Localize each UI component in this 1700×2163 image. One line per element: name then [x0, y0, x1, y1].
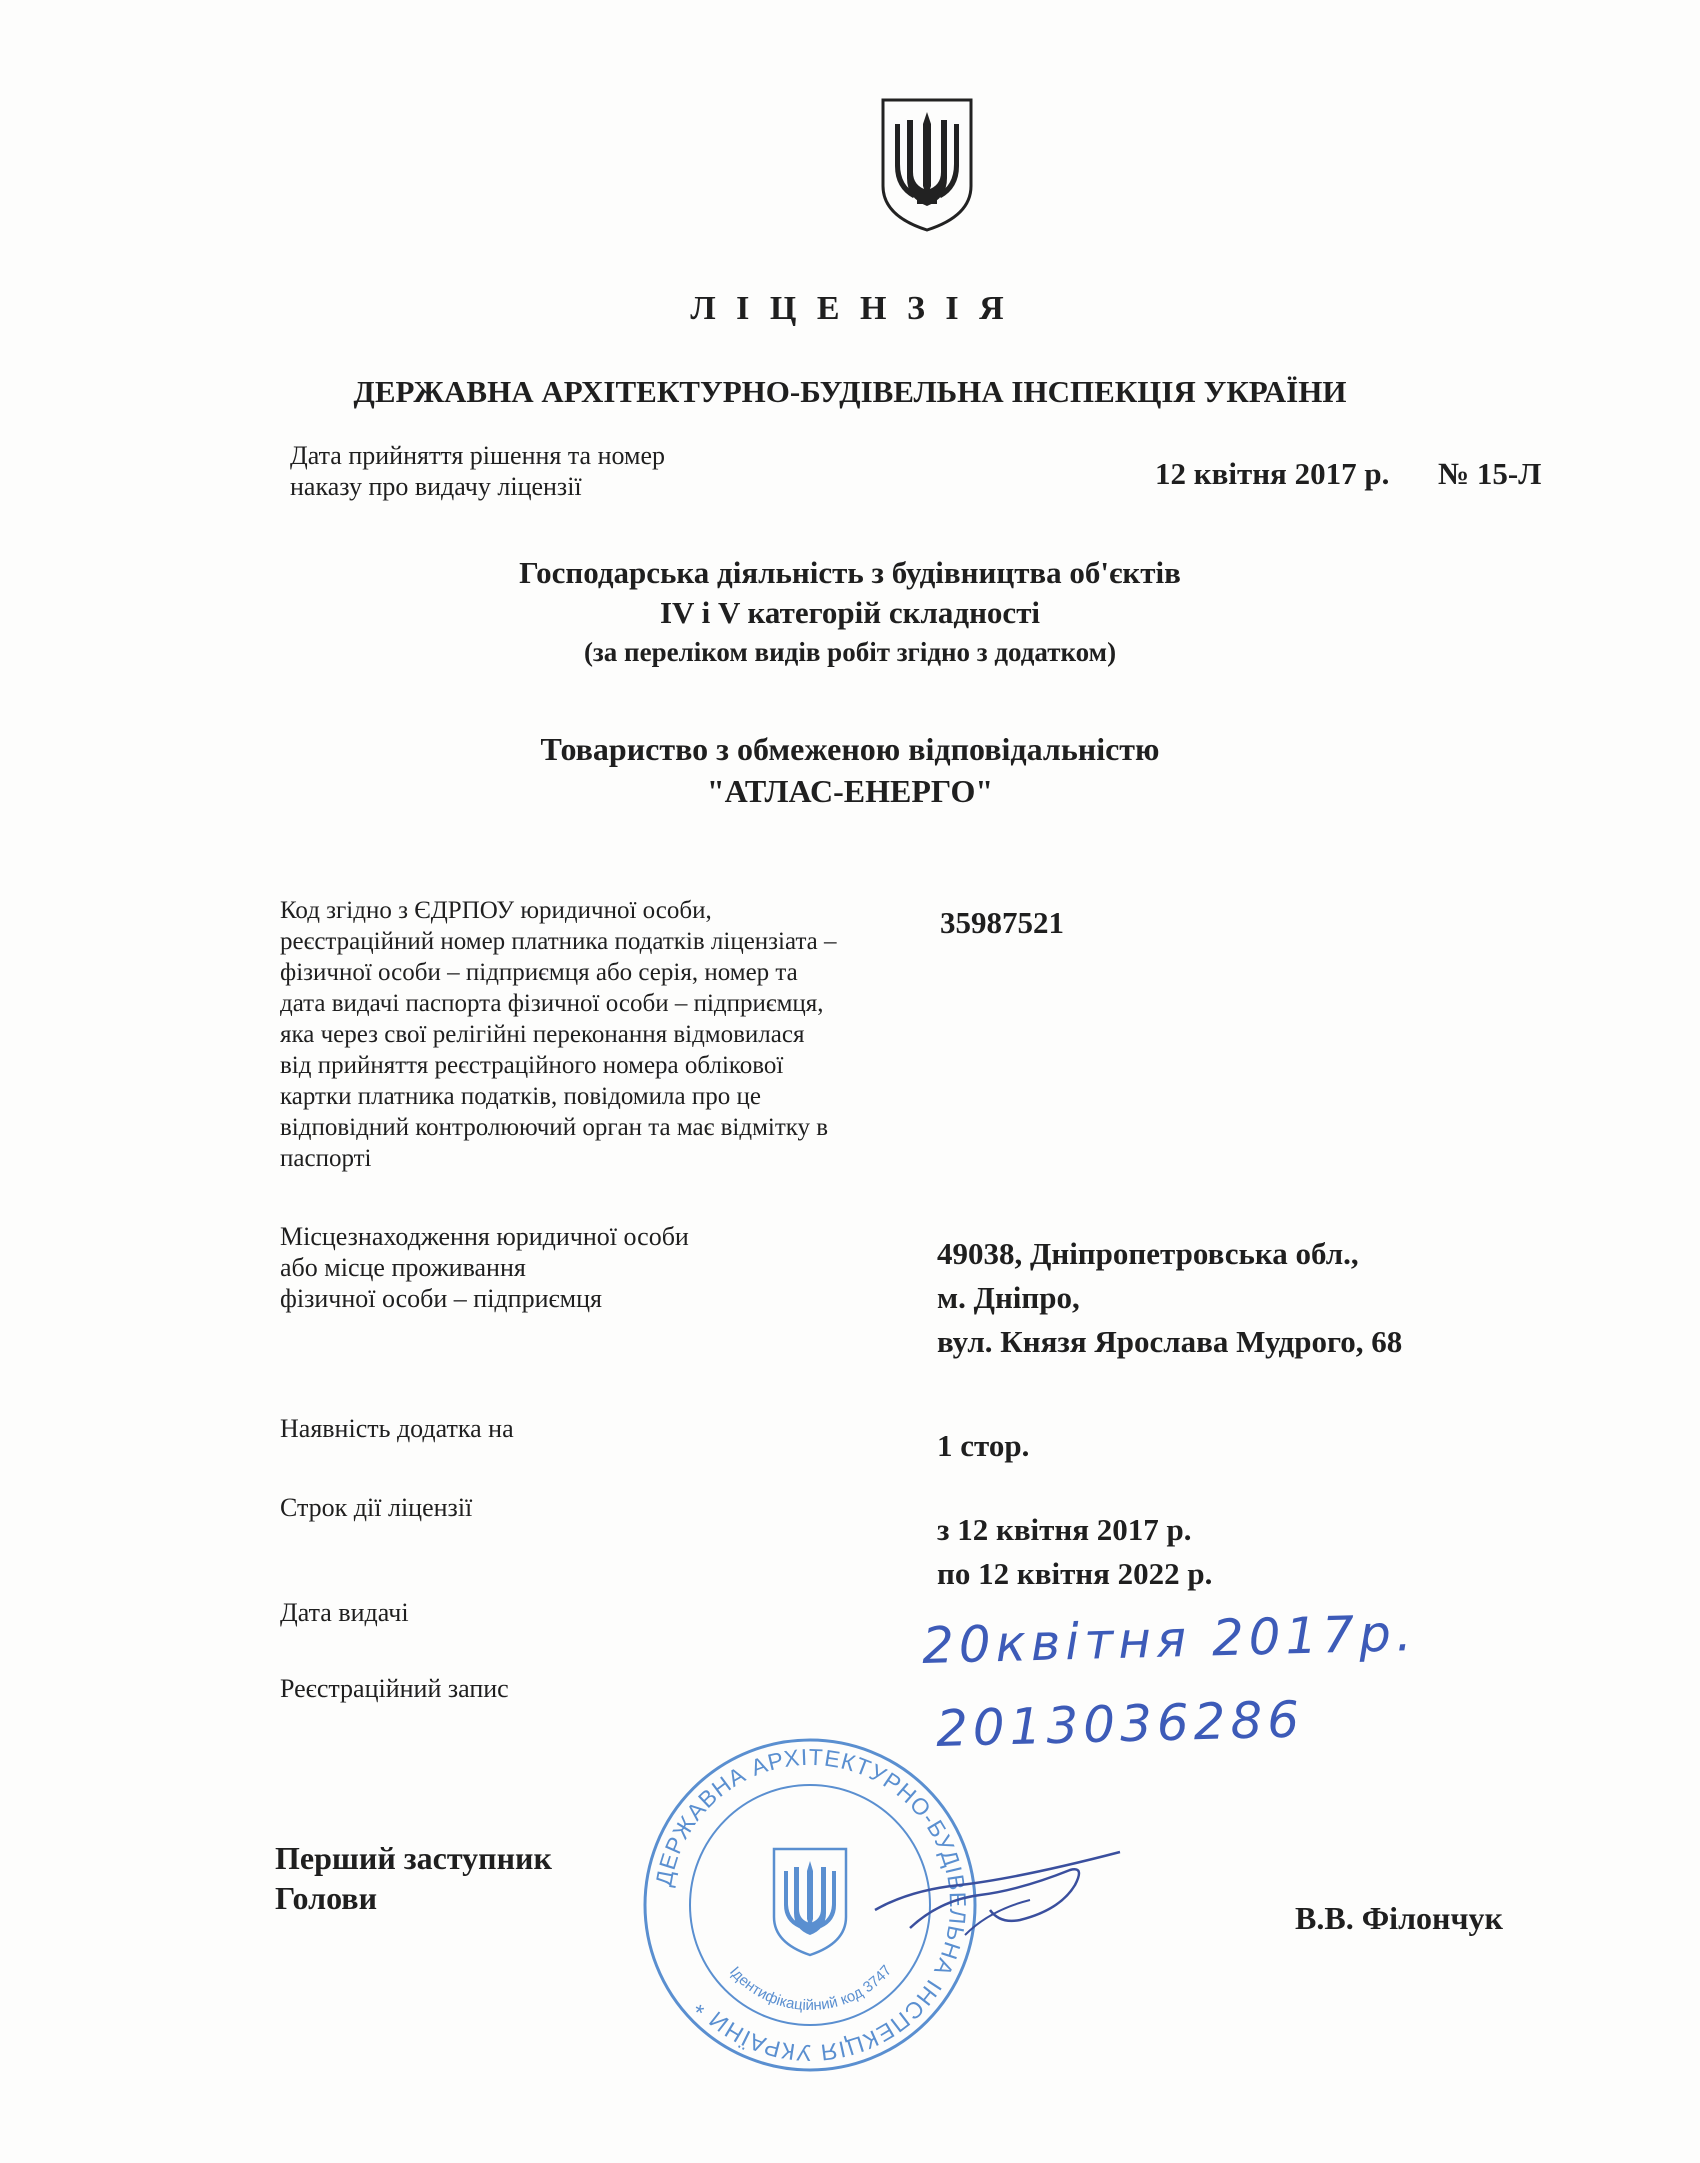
location-value: 49038, Дніпропетровська обл., м. Дніпро, вул. Князя Ярослава Мудрого, 68 — [937, 1236, 1403, 1359]
code-label: Код згідно з ЄДРПОУ юридичної особи, реєстраційний номер платника податків ліцензіата – фізичної особи – підприємця або серія, номер та дата видачі паспорта фізичної особи – підприємця, яка через свої релігійні переконання відмовилася від прийняття реєстраційного номера облікової картки платника податків, повідомила про це відповідний контролюючий орган та має відмітку в паспорті — [280, 897, 837, 1172]
stamp-coat-icon — [774, 1849, 846, 1955]
decision-number: № 15-Л — [1438, 456, 1542, 491]
term-value: з 12 квітня 2017 р. по 12 квітня 2022 р. — [937, 1512, 1213, 1591]
activity-note: (за переліком видів робіт згідно з додатком) — [583, 637, 1117, 667]
stamp-inner-text: Ідентифікаційний код 3747 — [726, 1962, 896, 2015]
location-label: Місцезнаходження юридичної особи або місце проживання фізичної особи – підприємця — [280, 1222, 689, 1313]
stamp-outer-text: ДЕРЖАВНА АРХІТЕКТУРНО-БУДІВЕЛЬНА ІНСПЕКЦІЯ УКРАЇНИ * — [650, 1743, 972, 2067]
signature — [870, 1840, 1130, 1950]
decision-label: Дата прийняття рішення та номер наказу про видачу ліцензії — [290, 441, 665, 501]
appendix-value: 1 стор. — [937, 1428, 1030, 1463]
signatory-name: В.В. Філончук — [1295, 1900, 1503, 1936]
signatory-position: Перший заступник Голови — [275, 1840, 552, 1916]
registry-number-handwritten: 2013036286 — [935, 1690, 1305, 1758]
term-label: Строк дії ліцензії — [280, 1493, 473, 1522]
decision-date: 12 квітня 2017 р. — [1155, 456, 1390, 491]
coat-of-arms-icon — [877, 94, 977, 234]
activity-type: Господарська діяльність з будівництва об'єктів IV і V категорій складності — [519, 555, 1181, 630]
company-name: Товариство з обмеженою відповідальністю "АТЛАС-ЕНЕРГО" — [540, 731, 1160, 809]
code-value: 35987521 — [940, 905, 1064, 940]
appendix-label: Наявність додатка на — [280, 1414, 514, 1443]
issue-date-handwritten: 20квітня 2017р. — [921, 1604, 1418, 1675]
license-title: Л І Ц Е Н З І Я — [690, 290, 1010, 327]
svg-text:Ідентифікаційний код 3747 — [726, 1962, 895, 2014]
issuer-title: ДЕРЖАВНА АРХІТЕКТУРНО-БУДІВЕЛЬНА ІНСПЕКЦІЯ УКРАЇНИ — [353, 374, 1347, 409]
registry-label: Реєстраційний запис — [280, 1674, 509, 1703]
issue-date-label: Дата видачі — [280, 1598, 409, 1627]
